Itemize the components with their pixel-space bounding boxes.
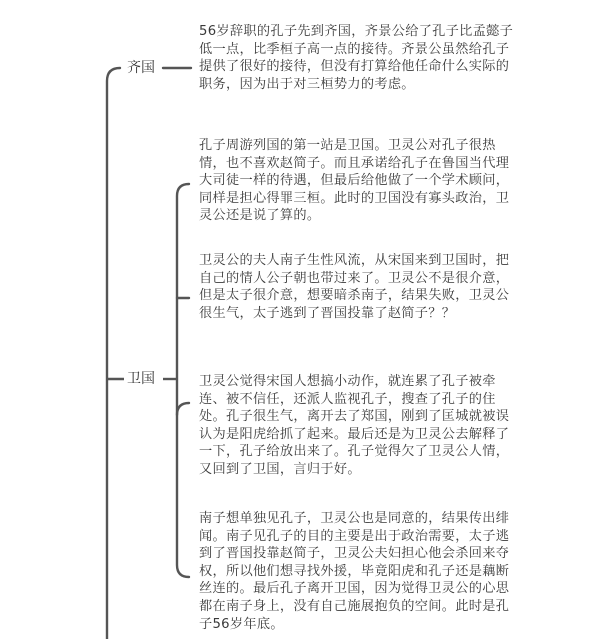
note-wei-1: 孔子周游列国的第一站是卫国。卫灵公对孔子很热情，也不喜欢赵简子。而且承诺给孔子在鲁国当代理大司徒一样的待遇，但最后给他做了一个学术顾问，同样是担心得罪三桓。此时的卫国没有寡头政治，卫灵公还是说了算的。 <box>199 138 510 224</box>
note-wei-3: 卫灵公觉得宋国人想搞小动作，就连累了孔子被牵连、被不信任，还派人监视孔子，搜查了孔子的住处。孔子很生气，离开去了郑国，刚到了匡城就被误认为是阳虎给抓了起来。最后还是为卫灵公去解释了一下，孔子给放出来了。孔子觉得欠了卫灵公人情，又回到了卫国，言归于好。 <box>199 374 510 477</box>
note-wei-4: 南子想单独见孔子，卫灵公也是同意的，结果传出绯闻。南子见孔子的目的主要是出于政治需要，太子逃到了晋国投靠赵简子，卫灵公夫妇担心他会杀回来夺权，所以他们想寻找外援，毕竟阳虎和孔子还是藕断丝连的。最后孔子离开卫国，因为觉得卫灵公的心思都在南子身上，没有自己施展抱负的空间。此时是孔子56岁年底。 <box>199 511 510 632</box>
main-trunk-line <box>107 68 120 639</box>
topic-label-wei[interactable]: 卫国 <box>127 371 155 387</box>
topic-label-qi[interactable]: 齐国 <box>127 60 155 76</box>
note-qi-1: 56岁辞职的孔子先到齐国，齐景公给了孔子比孟懿子低一点，比季桓子高一点的接待。齐景公虽然给孔子提供了很好的接待，但没有打算给他任命什么实际的职务，因为出于对三桓势力的考虑。 <box>199 24 514 92</box>
wei-tick-2 <box>177 403 189 415</box>
note-wei-2: 卫灵公的夫人南子生性风流，从宋国来到卫国时，把自己的情人公子朝也带过来了。卫灵公不是很介意，但是太子很介意，想要暗杀南子，结果失败，卫灵公很生气，太子逃到了晋国投靠了赵简子？？ <box>199 253 510 321</box>
wei-bracket-line <box>177 184 189 577</box>
